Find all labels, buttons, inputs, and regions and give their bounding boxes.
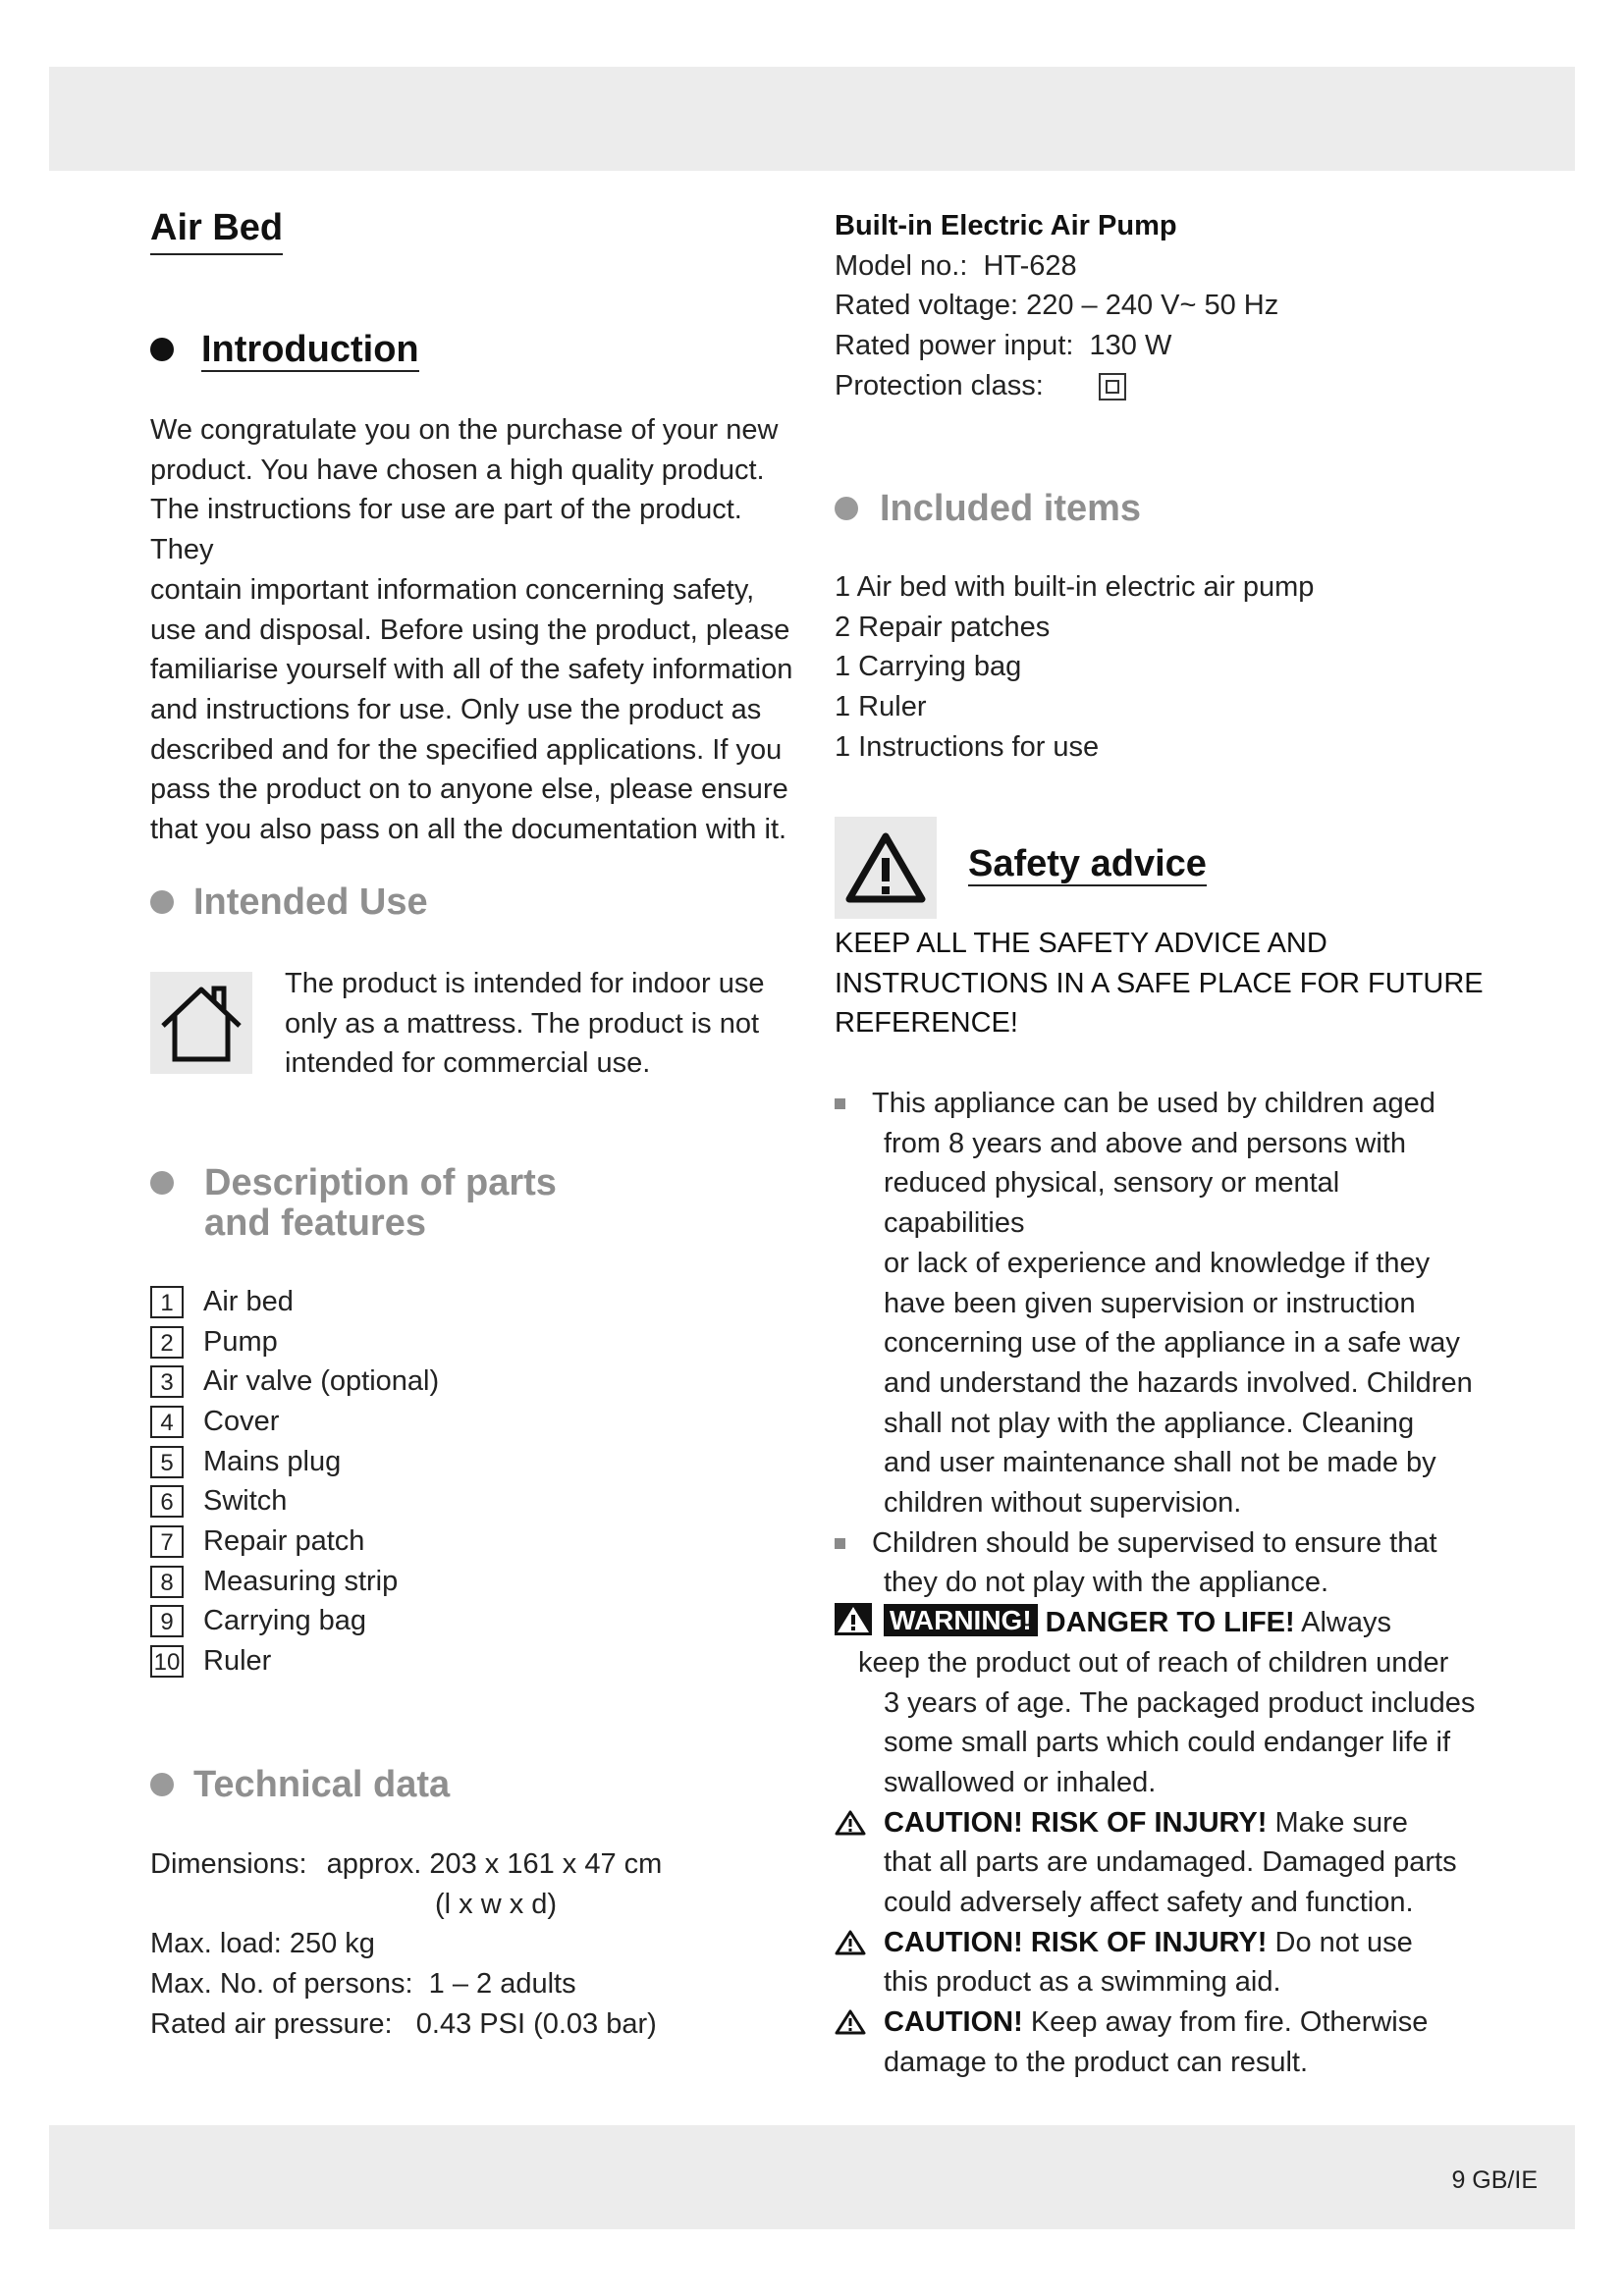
header-band bbox=[49, 67, 1575, 171]
parts-list-item bbox=[150, 1522, 439, 1562]
safety-line: this product as a swimming aid. bbox=[884, 1966, 1281, 1999]
warning-triangle-icon bbox=[835, 817, 937, 919]
caution-item bbox=[835, 2002, 1483, 2082]
intro-line: contain important information concerning safety, bbox=[150, 573, 755, 606]
safety-line: could adversely affect safety and function. bbox=[884, 1887, 1414, 1919]
part-number-box: 1 bbox=[150, 1286, 184, 1318]
intended-use-text bbox=[285, 964, 815, 1084]
page-number: 9 GB/IE bbox=[1451, 2166, 1538, 2194]
dimensions-unit-row bbox=[150, 1885, 798, 1925]
caution-item bbox=[835, 1923, 1483, 2002]
safety-line: from 8 years and above and persons with bbox=[884, 1127, 1406, 1159]
included-item: 1 Carrying bag bbox=[835, 651, 1022, 683]
safety-line: swallowed or inhaled. bbox=[884, 1766, 1157, 1798]
caution-label: CAUTION! RISK OF INJURY! bbox=[884, 1806, 1268, 1839]
part-label: Air bed bbox=[203, 1285, 294, 1317]
caution-triangle-icon bbox=[835, 2008, 866, 2036]
class-ii-double-insulation-icon bbox=[1099, 373, 1126, 400]
bullet-dot-icon bbox=[150, 1171, 174, 1195]
part-label: Repair patch bbox=[203, 1524, 365, 1557]
safety-line: damage to the product can result. bbox=[884, 2046, 1309, 2078]
document-title: Air Bed bbox=[150, 206, 283, 255]
protection-class-row bbox=[835, 366, 1483, 406]
intended-use-line: The product is intended for indoor use bbox=[285, 968, 765, 999]
intro-line: and instructions for use. Only use the product as bbox=[150, 693, 762, 725]
parts-list-item bbox=[150, 1362, 439, 1402]
safety-line: keep the product out of reach of children under bbox=[858, 1646, 1449, 1679]
rated-air-pressure: Rated air pressure: 0.43 PSI (0.03 bar) bbox=[150, 2007, 657, 2040]
max-persons: Max. No. of persons: 1 – 2 adults bbox=[150, 1968, 576, 2001]
introduction-text bbox=[150, 410, 798, 850]
part-label: Carrying bag bbox=[203, 1605, 367, 1637]
intended-use-heading-label: Intended Use bbox=[193, 881, 428, 923]
included-items-list bbox=[835, 567, 1314, 768]
technical-data-heading-label: Technical data bbox=[193, 1764, 451, 1805]
introduction-heading-label: Introduction bbox=[201, 329, 419, 370]
part-number-box: 9 bbox=[150, 1605, 184, 1637]
part-number-box: 10 bbox=[150, 1645, 184, 1678]
pump-title: Built-in Electric Air Pump bbox=[835, 210, 1177, 241]
caution-triangle-icon bbox=[835, 1809, 866, 1837]
warning-solid-triangle-icon bbox=[835, 1603, 872, 1635]
part-number-box: 4 bbox=[150, 1406, 184, 1438]
introduction-heading bbox=[150, 330, 419, 372]
part-number-box: 2 bbox=[150, 1326, 184, 1359]
safety-line: shall not play with the appliance. Cleaning bbox=[884, 1407, 1415, 1439]
safety-line: they do not play with the appliance. bbox=[884, 1567, 1329, 1599]
rated-power: Rated power input: 130 W bbox=[835, 330, 1172, 362]
safety-line: Children should be supervised to ensure that bbox=[872, 1526, 1437, 1559]
included-item: 2 Repair patches bbox=[835, 611, 1051, 643]
footer-band bbox=[49, 2125, 1575, 2229]
part-label: Air valve (optional) bbox=[203, 1365, 440, 1398]
parts-list-item bbox=[150, 1442, 439, 1482]
included-item: 1 Air bed with built-in electric air pump bbox=[835, 571, 1315, 603]
part-number-box: 6 bbox=[150, 1485, 184, 1518]
caution-text: Keep away from fire. Otherwise bbox=[1022, 2006, 1429, 2039]
keep-instructions-notice bbox=[835, 924, 1522, 1043]
caution-label: CAUTION! RISK OF INJURY! bbox=[884, 1926, 1268, 1958]
caution-text: Make sure bbox=[1267, 1806, 1408, 1839]
intro-line: that you also pass on all the documentation with it. bbox=[150, 814, 787, 846]
included-item: 1 Instructions for use bbox=[835, 730, 1100, 763]
parts-heading-label bbox=[204, 1163, 557, 1244]
parts-list-item bbox=[150, 1402, 439, 1442]
intended-use-line: only as a mattress. The product is not bbox=[285, 1007, 760, 1040]
safety-advice-list bbox=[835, 1084, 1483, 2083]
caution-label: CAUTION! bbox=[884, 2006, 1023, 2039]
safety-line: have been given supervision or instruction bbox=[884, 1287, 1416, 1319]
danger-to-life-warning bbox=[835, 1603, 1483, 1803]
danger-to-life-label: DANGER TO LIFE! bbox=[1045, 1607, 1295, 1639]
warning-badge: WARNING! bbox=[884, 1604, 1038, 1636]
house-icon bbox=[150, 972, 252, 1074]
parts-heading bbox=[150, 1163, 557, 1244]
part-label: Mains plug bbox=[203, 1445, 342, 1477]
warning-first-line bbox=[835, 1603, 1483, 1643]
caution-item bbox=[835, 1803, 1483, 1923]
bullet-dot-icon bbox=[150, 1773, 174, 1796]
model-number: Model no.: HT-628 bbox=[835, 249, 1077, 282]
parts-list-item bbox=[150, 1562, 439, 1602]
dimensions-label: Dimensions: bbox=[150, 1848, 307, 1880]
caution-text: Do not use bbox=[1267, 1926, 1413, 1958]
bullet-dot-icon bbox=[150, 338, 174, 361]
parts-list-item bbox=[150, 1602, 439, 1642]
intro-line: product. You have chosen a high quality product. bbox=[150, 454, 765, 486]
intro-line: pass the product on to anyone else, please ensure bbox=[150, 774, 788, 806]
safety-line: some small parts which could endanger life if bbox=[884, 1727, 1451, 1759]
parts-heading-line: Description of parts bbox=[204, 1162, 557, 1203]
safety-bullet-item bbox=[835, 1523, 1483, 1603]
part-label: Cover bbox=[203, 1405, 280, 1437]
parts-list-item bbox=[150, 1641, 439, 1682]
safety-line: and user maintenance shall not be made by bbox=[884, 1447, 1436, 1479]
included-item: 1 Ruler bbox=[835, 691, 927, 723]
parts-heading-line: and features bbox=[204, 1202, 426, 1244]
rated-voltage: Rated voltage: 220 – 240 V~ 50 Hz bbox=[835, 290, 1279, 322]
technical-data bbox=[150, 1844, 798, 2045]
safety-line: children without supervision. bbox=[884, 1487, 1242, 1520]
intended-use-heading bbox=[150, 882, 428, 923]
caution-triangle-icon bbox=[835, 1929, 866, 1956]
part-number-box: 7 bbox=[150, 1525, 184, 1558]
safety-line: This appliance can be used by children aged bbox=[872, 1088, 1435, 1119]
safety-line: concerning use of the appliance in a safe way bbox=[884, 1327, 1460, 1360]
safety-line: that all parts are undamaged. Damaged parts bbox=[884, 1846, 1457, 1879]
keep-line: KEEP ALL THE SAFETY ADVICE AND bbox=[835, 928, 1327, 959]
bullet-dot-icon bbox=[835, 497, 858, 520]
part-number-box: 3 bbox=[150, 1365, 184, 1398]
dimensions-value: approx. 203 x 161 x 47 cm bbox=[326, 1848, 663, 1880]
safety-bullet-item bbox=[835, 1084, 1483, 1523]
square-bullet-icon bbox=[835, 1538, 845, 1549]
part-number-box: 5 bbox=[150, 1446, 184, 1478]
keep-line: REFERENCE! bbox=[835, 1007, 1018, 1040]
part-label: Switch bbox=[203, 1485, 288, 1518]
safety-line: 3 years of age. The packaged product includes bbox=[884, 1686, 1476, 1719]
warning-text: Always bbox=[1294, 1607, 1392, 1639]
intro-line: familiarise yourself with all of the safety information bbox=[150, 654, 793, 686]
part-number-box: 8 bbox=[150, 1566, 184, 1598]
dimensions-row bbox=[150, 1844, 798, 1885]
included-items-heading-label: Included items bbox=[880, 488, 1142, 529]
bullet-dot-icon bbox=[150, 890, 174, 914]
parts-list-item bbox=[150, 1282, 439, 1322]
parts-list-item bbox=[150, 1322, 439, 1362]
keep-line: INSTRUCTIONS IN A SAFE PLACE FOR FUTURE bbox=[835, 967, 1484, 999]
safety-line: reduced physical, sensory or mental capabilities bbox=[884, 1167, 1340, 1240]
technical-data-heading bbox=[150, 1765, 450, 1805]
parts-list-item bbox=[150, 1481, 439, 1522]
intro-line: We congratulate you on the purchase of your new bbox=[150, 414, 779, 446]
intro-line: described and for the specified applications. If you bbox=[150, 733, 783, 766]
part-label: Pump bbox=[203, 1325, 278, 1358]
parts-list bbox=[150, 1282, 439, 1682]
safety-advice-heading: Safety advice bbox=[968, 843, 1207, 884]
part-label: Measuring strip bbox=[203, 1565, 399, 1597]
intro-line: The instructions for use are part of the product. They bbox=[150, 494, 742, 566]
pump-specs bbox=[835, 206, 1483, 406]
safety-line: or lack of experience and knowledge if they bbox=[884, 1247, 1431, 1279]
included-items-heading bbox=[835, 489, 1141, 529]
part-label: Ruler bbox=[203, 1645, 272, 1678]
intro-line: use and disposal. Before using the product, please bbox=[150, 614, 790, 646]
max-load: Max. load: 250 kg bbox=[150, 1928, 375, 1960]
square-bullet-icon bbox=[835, 1098, 845, 1109]
safety-line: and understand the hazards involved. Children bbox=[884, 1366, 1473, 1399]
dimensions-unit: (l x w x d) bbox=[435, 1888, 558, 1920]
protection-class-label: Protection class: bbox=[835, 369, 1044, 401]
intended-use-line: intended for commercial use. bbox=[285, 1047, 651, 1080]
